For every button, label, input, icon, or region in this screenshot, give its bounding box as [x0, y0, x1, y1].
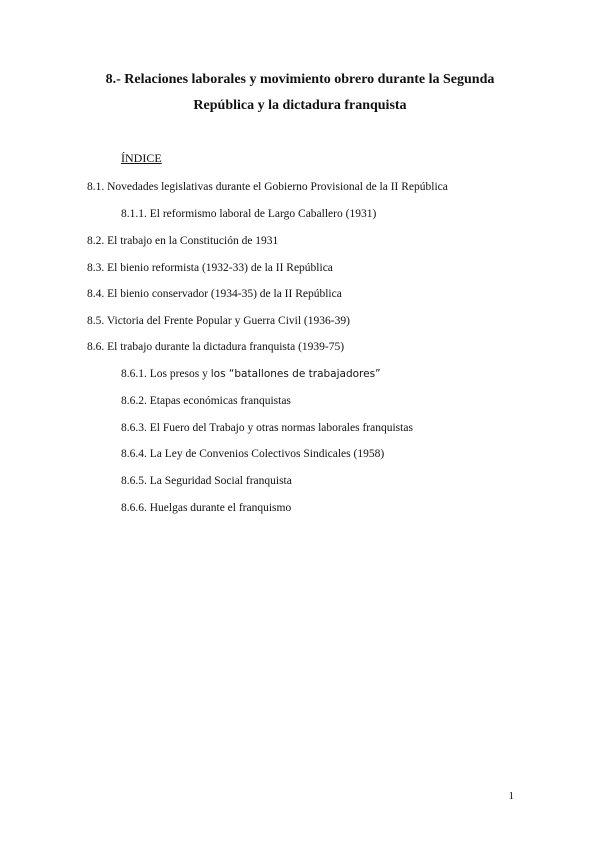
- document-title-line-2: República y la dictadura franquista: [193, 98, 407, 113]
- toc-entry-8-6-6: [121, 501, 291, 515]
- toc-entry-8-2: [87, 234, 278, 248]
- toc-entry-text: Los presos y: [149, 368, 208, 380]
- toc-entry-text: El bienio reformista (1932-33) de la II República: [107, 262, 333, 274]
- toc-entry-8-4: [87, 287, 342, 301]
- toc-entry-text: El bienio conservador (1934-35) de la II República: [107, 288, 342, 300]
- toc-entry-text: El trabajo en la Constitución de 1931: [107, 235, 279, 247]
- toc-entry-number: 8.2.: [87, 235, 105, 247]
- toc-entry-text: Victoria del Frente Popular y Guerra Civil (1936-39): [106, 315, 350, 327]
- toc-entry-8-1-1: [121, 207, 376, 221]
- toc-entry-number: 8.6.2.: [121, 395, 147, 407]
- toc-entry-number: 8.6.: [87, 341, 105, 353]
- toc-entry-text: La Seguridad Social franquista: [149, 475, 292, 487]
- toc-entry-8-6-1: [121, 367, 381, 381]
- toc-entry-number: 8.6.3.: [121, 422, 147, 434]
- index-heading: ÍNDICE: [121, 151, 162, 165]
- toc-entry-8-5: [87, 314, 350, 328]
- toc-entry-text: El trabajo durante la dictadura franquista (1939-75): [107, 341, 345, 353]
- toc-entry-8-3: [87, 261, 333, 275]
- toc-entry-text: La Ley de Convenios Colectivos Sindicales (1958): [149, 448, 385, 460]
- toc-entry-number: 8.3.: [87, 262, 105, 274]
- toc-entry-text: Huelgas durante el franquismo: [149, 502, 292, 514]
- toc-entry-text: El Fuero del Trabajo y otras normas laborales franquistas: [149, 422, 413, 434]
- toc-entry-number: 8.4.: [87, 288, 105, 300]
- page-number: 1: [508, 790, 514, 802]
- toc-entry-text: El reformismo laboral de Largo Caballero (1931): [149, 208, 377, 220]
- toc-entry-number: 8.5.: [87, 315, 105, 327]
- toc-entry-8-6: [87, 340, 344, 354]
- toc-entry-number: 8.6.1.: [121, 368, 147, 380]
- toc-entry-number: 8.1.1.: [121, 208, 147, 220]
- document-title-line-1: 8.- Relaciones laborales y movimiento obrero durante la Segunda: [105, 72, 495, 87]
- toc-entry-number: 8.6.4.: [121, 448, 147, 460]
- toc-entry-8-6-4: [121, 447, 384, 461]
- toc-entry-text-alt-font: los “batallones de trabajadores”: [210, 368, 381, 380]
- toc-entry-number: 8.6.6.: [121, 502, 147, 514]
- toc-entry-8-6-2: [121, 394, 291, 408]
- toc-entry-text: Etapas económicas franquistas: [149, 395, 291, 407]
- toc-entry-number: 8.6.5.: [121, 475, 147, 487]
- toc-entry-number: 8.1.: [87, 181, 105, 193]
- toc-entry-8-6-3: [121, 421, 413, 435]
- toc-entry-8-6-5: [121, 474, 292, 488]
- toc-entry-8-1: [87, 180, 448, 194]
- toc-entry-text: Novedades legislativas durante el Gobierno Provisional de la II República: [107, 181, 448, 193]
